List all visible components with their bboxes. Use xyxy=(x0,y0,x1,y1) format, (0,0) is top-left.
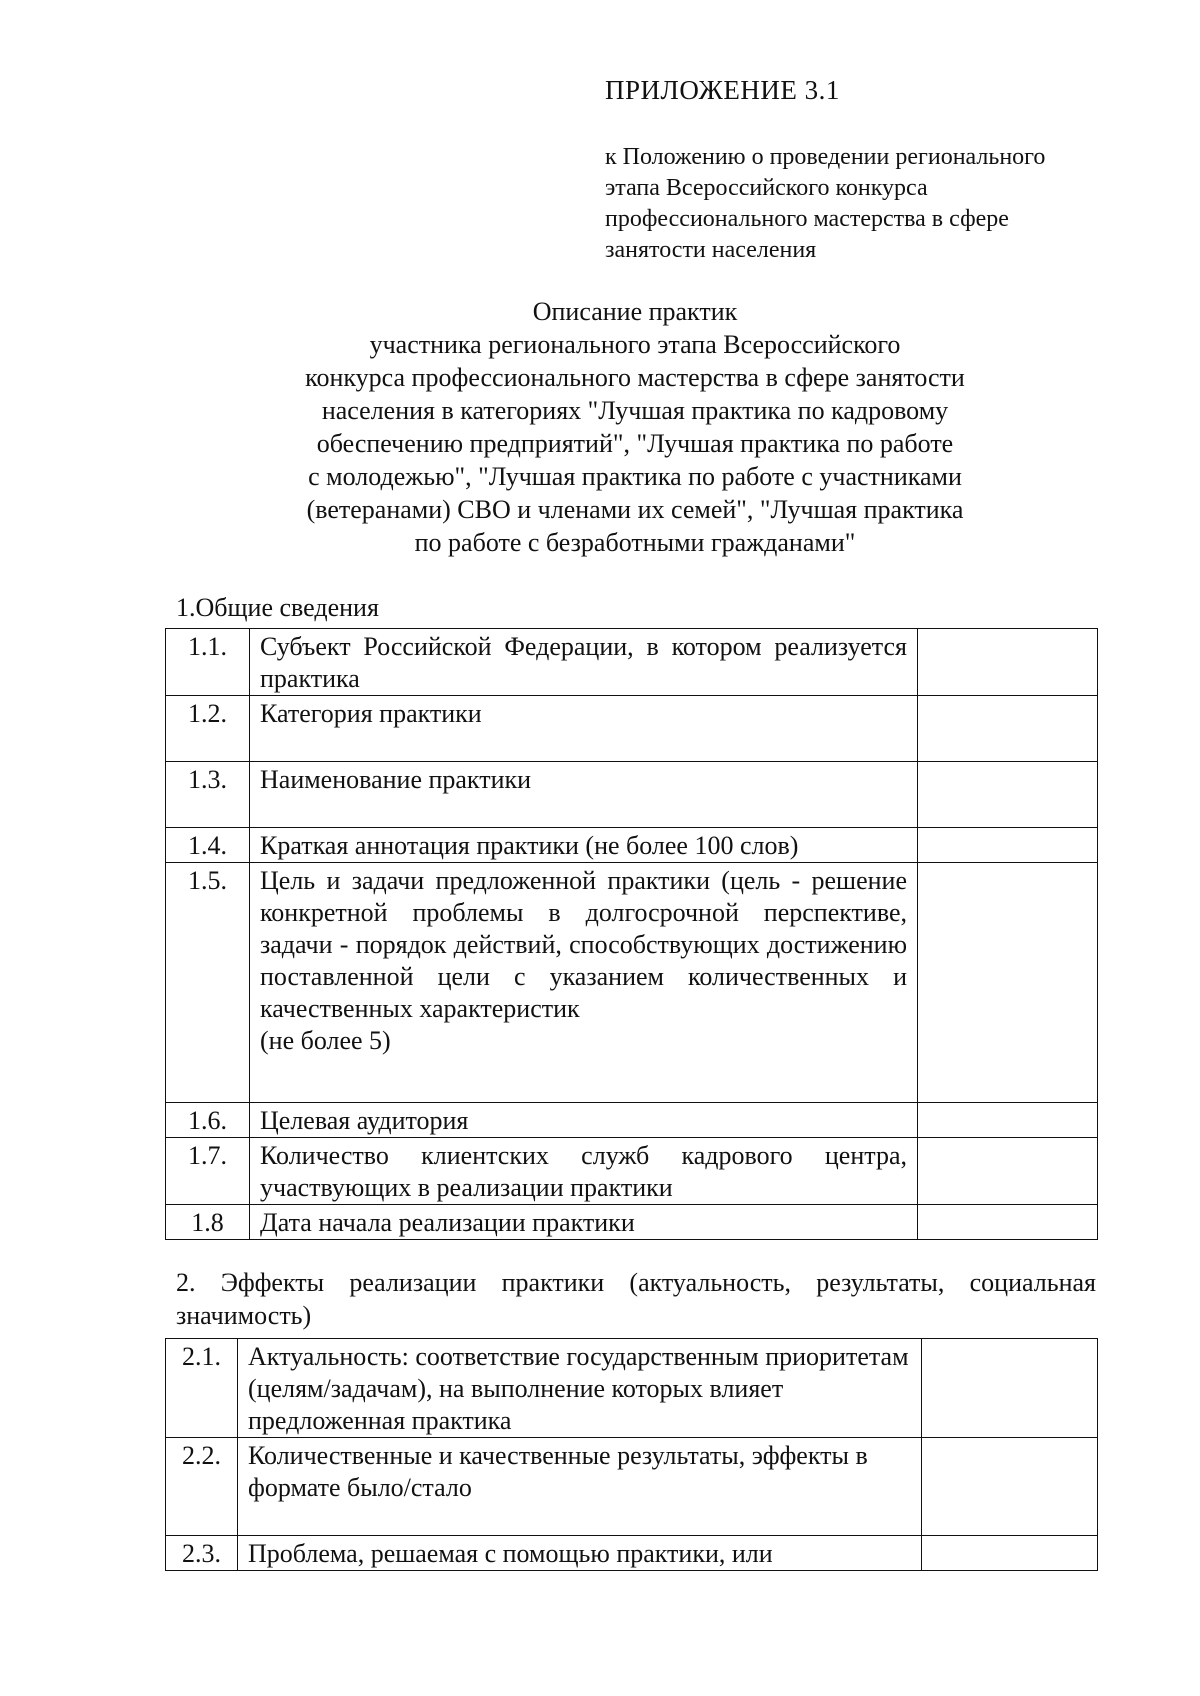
section2-title: 2. Эффекты реализации практики (актуальность, результаты, социальная значимость) xyxy=(176,1268,1096,1330)
appendix-reference-line: занятости населения xyxy=(605,237,817,263)
row-number: 1.8 xyxy=(166,1205,250,1240)
row-label: Субъект Российской Федерации, в котором реализуется практика xyxy=(250,629,918,696)
row-number: 1.6. xyxy=(166,1103,250,1138)
value-cell[interactable] xyxy=(922,1438,1098,1536)
row-label: Категория практики xyxy=(250,696,918,762)
appendix-reference-line: этапа Всероссийского конкурса xyxy=(605,175,928,201)
row-number: 1.3. xyxy=(166,762,250,828)
table-row xyxy=(166,629,1098,696)
table-row xyxy=(166,1138,1098,1205)
row-label-note: (не более 5) xyxy=(260,1026,391,1055)
heading-line: конкурса профессионального мастерства в сфере занятости xyxy=(305,363,965,392)
value-cell[interactable] xyxy=(922,1536,1098,1571)
heading-line: Описание практик xyxy=(532,297,738,326)
heading-line: участника регионального этапа Всероссийского xyxy=(369,330,901,359)
row-label: Актуальность: соответствие государственным приоритетам (целям/задачам), на выполнение которых влияет предложенная практика xyxy=(238,1339,922,1438)
row-label: Краткая аннотация практики (не более 100 слов) xyxy=(250,828,918,863)
document-heading xyxy=(225,295,1045,559)
heading-line: с молодежью", "Лучшая практика по работе с участниками xyxy=(308,462,962,491)
row-label: Дата начала реализации практики xyxy=(250,1205,918,1240)
row-label: Количественные и качественные результаты, эффекты в формате было/стало xyxy=(238,1438,922,1536)
heading-line: (ветеранами) СВО и членами их семей", "Лучшая практика xyxy=(306,495,964,524)
row-label: Цель и задачи предложенной практики (цель - решение конкретной проблемы в долгосрочной перспективе, задачи - порядок действий, способствующих достижению поставленной цели с указанием количественных и качественных характеристик xyxy=(260,866,907,1023)
value-cell[interactable] xyxy=(922,1339,1098,1438)
table-row xyxy=(166,762,1098,828)
value-cell[interactable] xyxy=(918,629,1098,696)
value-cell[interactable] xyxy=(918,696,1098,762)
value-cell[interactable] xyxy=(918,1138,1098,1205)
appendix-title: ПРИЛОЖЕНИЕ 3.1 xyxy=(605,75,840,105)
row-number: 1.5. xyxy=(166,863,250,1103)
value-cell[interactable] xyxy=(918,1103,1098,1138)
row-number: 1.4. xyxy=(166,828,250,863)
table-row xyxy=(166,1103,1098,1138)
row-label: Целевая аудитория xyxy=(250,1103,918,1138)
table-row xyxy=(166,696,1098,762)
appendix-reference xyxy=(605,142,1045,266)
heading-line: по работе с безработными гражданами" xyxy=(414,528,856,557)
row-label: Количество клиентских служб кадрового центра, участвующих в реализации практики xyxy=(250,1138,918,1205)
value-cell[interactable] xyxy=(918,1205,1098,1240)
table-row xyxy=(166,1536,1098,1571)
appendix-reference-line: профессионального мастерства в сфере xyxy=(605,206,1009,232)
section1-title: 1.Общие сведения xyxy=(176,593,379,622)
row-number: 2.3. xyxy=(166,1536,238,1571)
table-row xyxy=(166,1339,1098,1438)
effects-table xyxy=(165,1338,1098,1571)
appendix-reference-line: к Положению о проведении регионального xyxy=(605,144,1046,170)
row-number: 1.7. xyxy=(166,1138,250,1205)
row-number: 2.2. xyxy=(166,1438,238,1536)
table-row xyxy=(166,1438,1098,1536)
value-cell[interactable] xyxy=(918,863,1098,1103)
value-cell[interactable] xyxy=(918,828,1098,863)
table-row xyxy=(166,828,1098,863)
heading-line: обеспечению предприятий", "Лучшая практика по работе xyxy=(316,429,954,458)
value-cell[interactable] xyxy=(918,762,1098,828)
heading-line: населения в категориях "Лучшая практика по кадровому xyxy=(321,396,949,425)
row-number: 1.1. xyxy=(166,629,250,696)
row-number: 2.1. xyxy=(166,1339,238,1438)
row-number: 1.2. xyxy=(166,696,250,762)
table-row xyxy=(166,863,1098,1103)
table-row xyxy=(166,1205,1098,1240)
general-info-table xyxy=(165,628,1098,1240)
row-label-block xyxy=(250,863,918,1103)
row-label: Проблема, решаемая с помощью практики, или xyxy=(238,1536,922,1571)
row-label: Наименование практики xyxy=(250,762,918,828)
